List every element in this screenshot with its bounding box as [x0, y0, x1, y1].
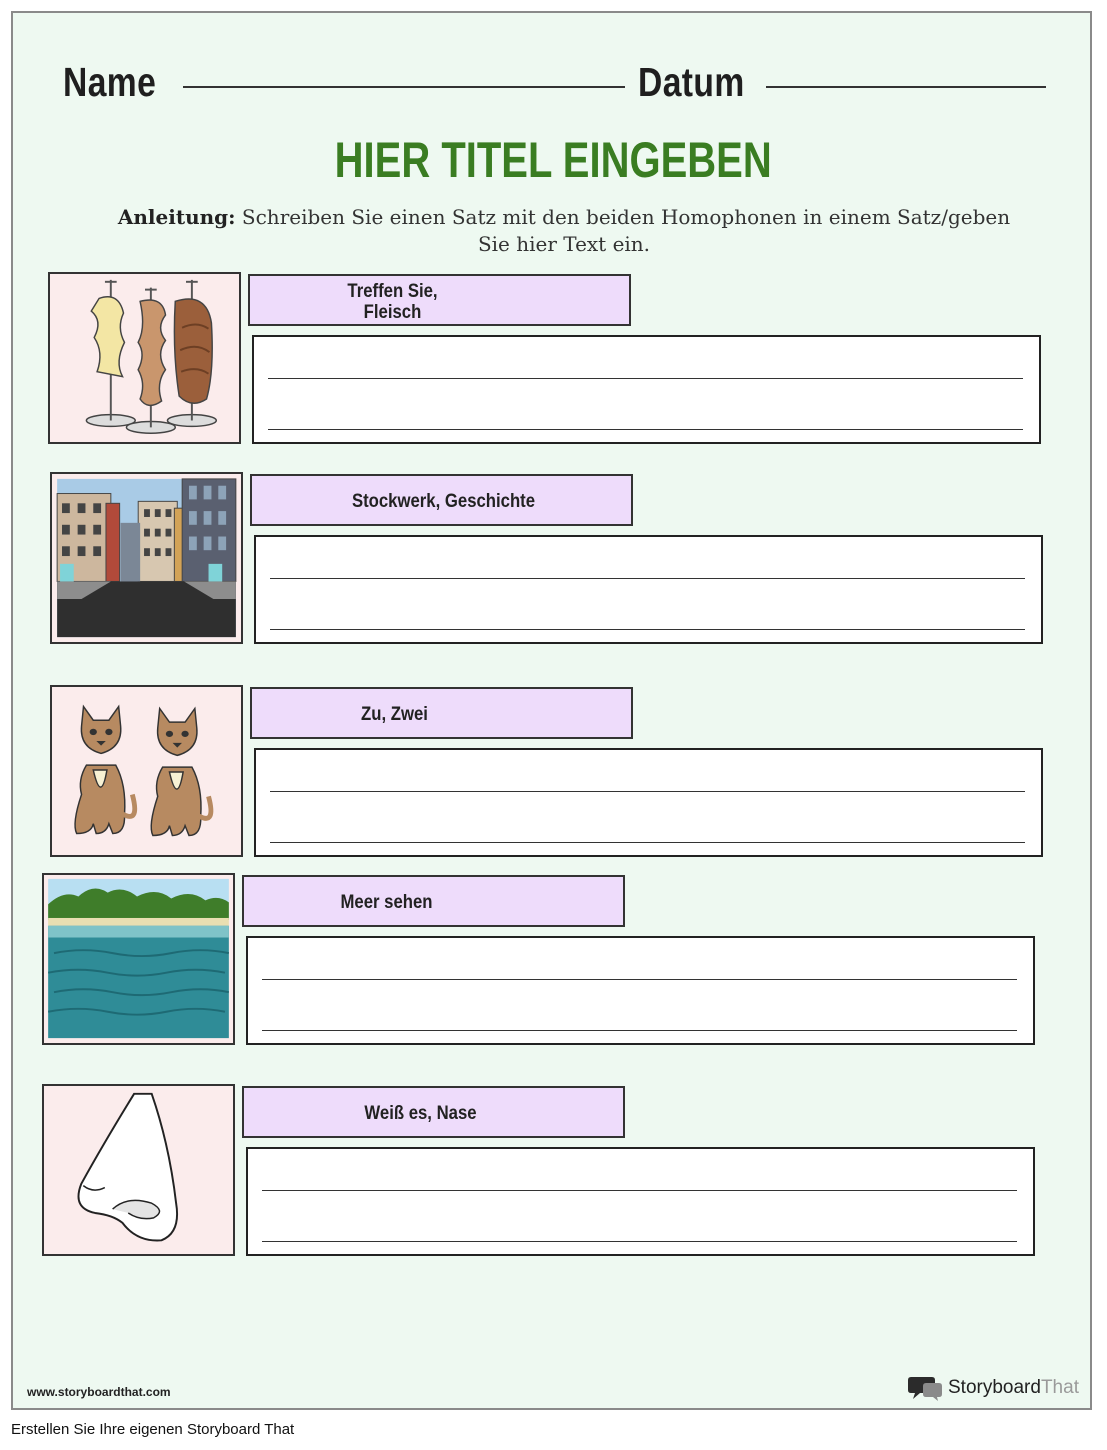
row-2-label[interactable]: Stockwerk, Geschichte [250, 474, 633, 526]
logo-text-main: Storyboard [948, 1377, 1041, 1398]
speech-bubble-icon [908, 1375, 942, 1401]
row-1-answer-box[interactable] [252, 335, 1041, 444]
name-label: Name [63, 59, 157, 105]
row-5-answer-box[interactable] [246, 1147, 1035, 1256]
answer-line [262, 1190, 1017, 1191]
sea-island-image [42, 873, 235, 1045]
city-street-image [50, 472, 243, 644]
answer-line [262, 1241, 1017, 1242]
date-line[interactable] [766, 86, 1046, 88]
row-2-answer-box[interactable] [254, 535, 1043, 644]
logo-text-light: That [1040, 1377, 1079, 1398]
storyboardthat-logo[interactable] [908, 1373, 1079, 1403]
answer-line [270, 578, 1025, 579]
row-3-label[interactable]: Zu, Zwei [250, 687, 633, 739]
website-url[interactable]: www.storyboardthat.com [27, 1385, 171, 1399]
worksheet [11, 11, 1092, 1410]
answer-line [262, 979, 1017, 980]
logo-text [948, 1377, 1079, 1399]
instructions [108, 204, 1020, 258]
date-label: Datum [638, 59, 745, 105]
row-4-label[interactable]: Meer sehen [242, 875, 625, 927]
answer-line [270, 842, 1025, 843]
two-cats-image [50, 685, 243, 857]
meat-skewers-image [48, 272, 241, 444]
name-line[interactable] [183, 86, 625, 88]
footer-caption: Erstellen Sie Ihre eigenen Storyboard That [11, 1421, 295, 1438]
row-3-answer-box[interactable] [254, 748, 1043, 857]
row-4-answer-box[interactable] [246, 936, 1035, 1045]
instructions-text: Schreiben Sie einen Satz mit den beiden Homophonen in einem Satz/geben Sie hier Text ein. [235, 205, 1011, 256]
row-5-label[interactable]: Weiß es, Nase [242, 1086, 625, 1138]
answer-line [262, 1030, 1017, 1031]
answer-line [268, 429, 1023, 430]
answer-line [268, 378, 1023, 379]
instructions-prefix: Anleitung: [117, 205, 236, 229]
nose-image [42, 1084, 235, 1256]
worksheet-title[interactable]: HIER TITEL EINGEBEN [334, 132, 773, 188]
answer-line [270, 629, 1025, 630]
row-1-label[interactable]: Treffen Sie, Fleisch [248, 274, 631, 326]
answer-line [270, 791, 1025, 792]
